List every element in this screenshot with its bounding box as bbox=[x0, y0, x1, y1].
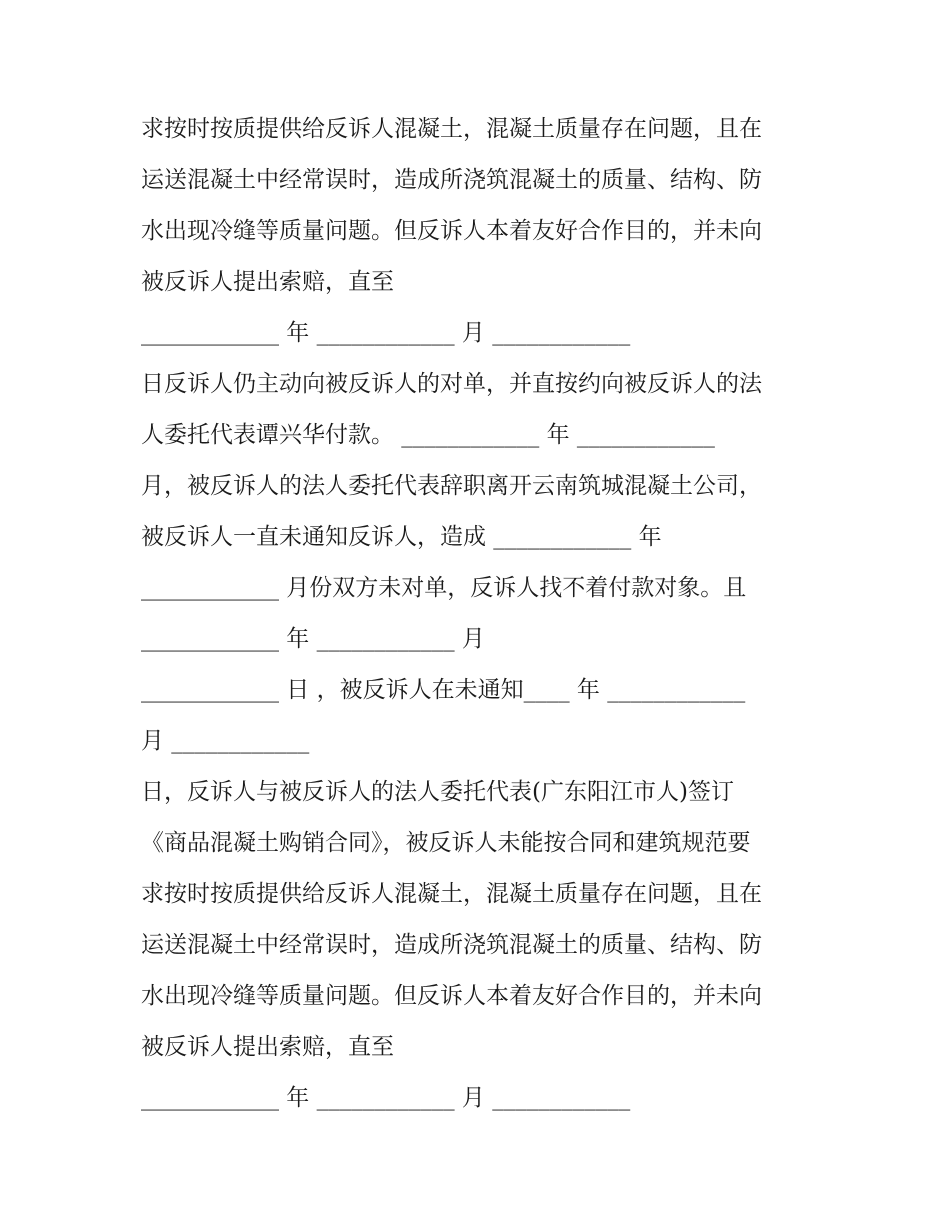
text-line: 月，被反诉人的法人委托代表辞职离开云南筑城混凝土公司， bbox=[141, 473, 762, 499]
date-blank-line: ____________ 年 ____________ 月 ____________ bbox=[141, 320, 631, 346]
text-line: 人委托代表谭兴华付款。 ____________ 年 ____________ bbox=[141, 422, 715, 448]
date-blank-line: ____________ 年 ____________ 月 bbox=[141, 626, 485, 652]
text-line: ____________ 月份双方未对单，反诉人找不着付款对象。且 bbox=[141, 575, 747, 601]
text-line: 被反诉人提出索赔，直至 bbox=[141, 1034, 394, 1060]
text-line: 水出现冷缝等质量问题。但反诉人本着友好合作目的，并未向 bbox=[141, 218, 762, 244]
text-line: 被反诉人提出索赔，直至 bbox=[141, 269, 394, 295]
body-text bbox=[141, 104, 821, 1124]
text-line: 《商品混凝土购销合同》，被反诉人未能按合同和建筑规范要 bbox=[141, 830, 751, 856]
date-blank-line: ____________ 年 ____________ 月 ____________ bbox=[141, 1085, 631, 1111]
text-line: 日，反诉人与被反诉人的法人委托代表(广东阳江市人)签订 bbox=[141, 779, 734, 805]
text-line: 被反诉人一直未通知反诉人，造成 ____________ 年 bbox=[141, 524, 662, 550]
text-line: 求按时按质提供给反诉人混凝土，混凝土质量存在问题，且在 bbox=[141, 116, 762, 142]
text-line: ____________ 日 ，被反诉人在未通知____ 年 ____________ bbox=[141, 677, 746, 703]
text-line: 日反诉人仍主动向被反诉人的对单，并直按约向被反诉人的法 bbox=[141, 371, 762, 397]
date-blank-line: 月 ____________ bbox=[141, 728, 310, 754]
text-line: 运送混凝土中经常误时，造成所浇筑混凝土的质量、结构、防 bbox=[141, 167, 762, 193]
text-line: 运送混凝土中经常误时，造成所浇筑混凝土的质量、结构、防 bbox=[141, 932, 762, 958]
text-line: 求按时按质提供给反诉人混凝土，混凝土质量存在问题，且在 bbox=[141, 881, 762, 907]
text-line: 水出现冷缝等质量问题。但反诉人本着友好合作目的，并未向 bbox=[141, 983, 762, 1009]
